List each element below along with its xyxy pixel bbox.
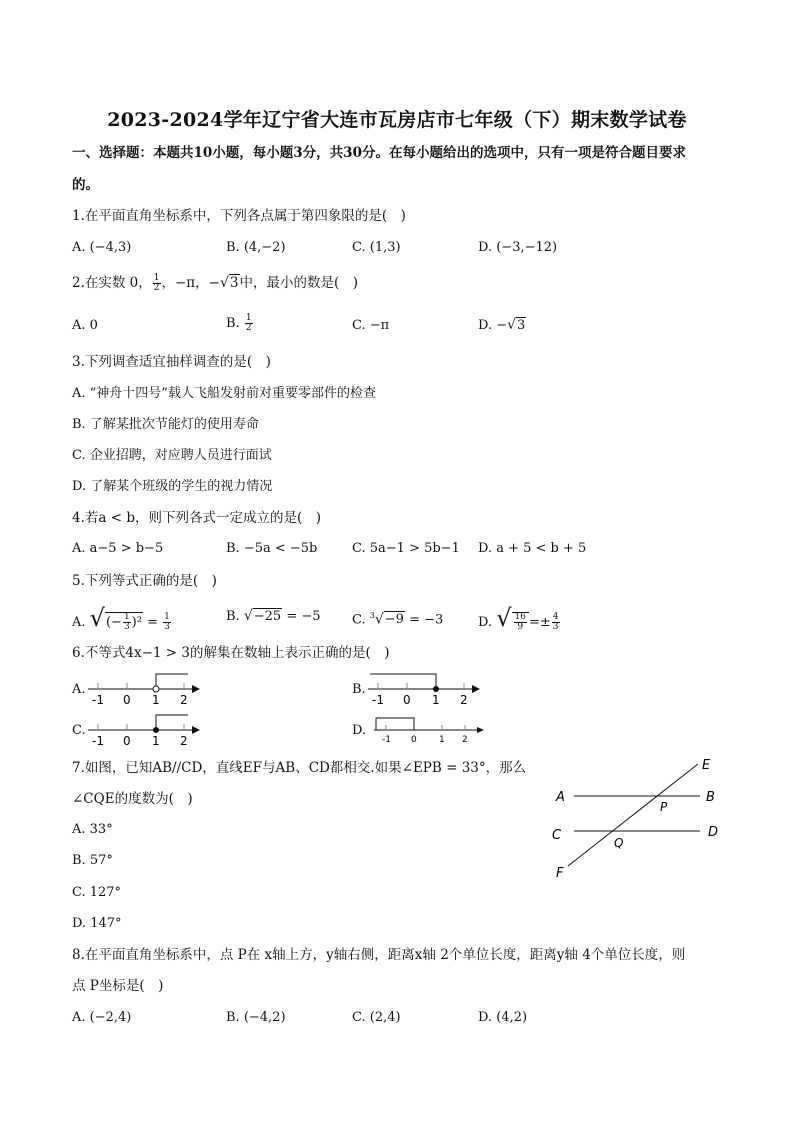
tick-label: -1	[372, 693, 384, 706]
q2-option-b-fraction	[245, 314, 253, 333]
q7-option-b: B. 57°	[72, 853, 113, 868]
q2-option-d	[478, 316, 526, 335]
tick-label: 1	[432, 693, 440, 706]
tick-label: 0	[411, 735, 417, 744]
q7-option-c: C. 127°	[72, 885, 122, 900]
q5-d-rhs	[552, 613, 560, 632]
q2-b-den: 2	[245, 323, 252, 333]
q3-option-d: D. 了解某个班级的学生的视力情况	[72, 479, 273, 494]
sqrt-symbol: √	[507, 317, 517, 333]
q3-stem: 3.下列调查适宜抽样调查的是( )	[72, 354, 271, 370]
tick-label: 2	[180, 693, 188, 706]
q4-option-d: D. a + 5 < b + 5	[478, 541, 587, 556]
q6-stem: 6.不等式4x−1 > 3的解集在数轴上表示正确的是( )	[72, 645, 390, 661]
label-a: A	[556, 790, 565, 805]
q2-option-d-arg: 3	[517, 318, 526, 333]
q5-c-root-index: 3	[369, 611, 375, 620]
tick-label: 2	[180, 734, 188, 747]
sqrt-symbol: √	[243, 608, 253, 624]
tick-label: 0	[123, 693, 131, 706]
q6-number-line-b	[366, 664, 486, 706]
q7-stem-line2: ∠CQE的度数为( )	[72, 791, 193, 807]
q2-option-a: A. 0	[72, 318, 98, 333]
q7-option-a: A. 33°	[72, 822, 113, 837]
q4-option-c: C. 5a−1 > 5b−1	[352, 541, 460, 556]
q5-d-frac	[514, 613, 527, 632]
label-b: B	[706, 790, 715, 805]
sqrt-symbol: √	[496, 604, 512, 632]
q5-option-d: D. √ $\frac{16}{9}$ =± $\frac{4}{3}$	[478, 604, 559, 632]
q5-d-label: D.	[478, 615, 493, 630]
q2-option-b-label: B.	[226, 316, 240, 331]
label-p: P	[660, 800, 668, 814]
q5-a-radicand: (− $\frac{1}{3}$ )²	[105, 612, 142, 632]
q5-b-arg: −25	[253, 609, 282, 624]
label-f: F	[556, 866, 564, 881]
tick-label: 2	[462, 735, 468, 744]
q1-option-a: A. (−4,3)	[72, 240, 132, 255]
q8-option-a: A. (−2,4)	[72, 1010, 132, 1025]
q5-d-num: 16	[514, 612, 526, 622]
q2-stem-mid: ，−π，−	[161, 275, 220, 291]
line-ef	[568, 764, 698, 866]
tick-label: -1	[92, 734, 104, 747]
q2-option-b	[226, 314, 254, 333]
q2-sqrt-arg: 3	[229, 275, 239, 291]
q6-option-a-label: A.	[72, 682, 86, 697]
section-heading-line2: 的。	[72, 177, 99, 193]
q5-c-rhs: = −3	[409, 612, 444, 628]
q2-b-num: 1	[245, 313, 252, 323]
q2-option-c: C. −π	[352, 318, 390, 333]
tick-label: -1	[92, 693, 104, 706]
q5-b-label: B.	[226, 609, 240, 624]
q5-a-frac	[123, 613, 131, 632]
q5-a-rhs	[163, 613, 171, 632]
q6-option-b-label: B.	[352, 682, 366, 697]
page-title: 2023-2024学年辽宁省大连市瓦房店市七年级（下）期末数学试卷	[107, 109, 687, 131]
tick-label: -1	[382, 735, 391, 744]
tick-label: 0	[403, 693, 411, 706]
q3-option-b: B. 了解某批次节能灯的使用寿命	[72, 417, 259, 432]
q7-stem-line1: 7.如图，已知AB//CD，直线EF与AB、CD都相交.如果∠EPB = 33°，那么	[72, 760, 527, 776]
q8-stem-line2: 点 P坐标是( )	[72, 978, 164, 994]
q5-b-rhs: = −5	[286, 609, 321, 624]
q2-stem-suffix: 中，最小的数是( )	[239, 275, 359, 291]
label-d: D	[708, 825, 719, 840]
q5-a-den: 3	[123, 622, 130, 632]
tick-label: 2	[460, 693, 468, 706]
q4-stem: 4.若a < b，则下列各式一定成立的是( )	[72, 510, 321, 526]
q5-option-a: A. √(− $\frac{1}{3}$ )² = $\frac{1}{3}$	[72, 604, 170, 632]
label-q: Q	[614, 836, 624, 850]
q8-option-b: B. (−4,2)	[226, 1010, 286, 1025]
q8-option-c: C. (2,4)	[352, 1010, 401, 1025]
q6-number-line-c	[86, 705, 206, 747]
q8-stem-line1: 8.在平面直角坐标系中，点 P在 x轴上方，y轴右侧，距离x轴 2个单位长度，距离y轴 4个单位长度，则	[72, 947, 686, 963]
q3-option-c: C. 企业招聘，对应聘人员进行面试	[72, 448, 272, 463]
cube-root-symbol: √	[374, 611, 384, 628]
q6-number-line-d	[368, 712, 488, 744]
q1-stem: 1.在平面直角坐标系中，下列各点属于第四象限的是( )	[72, 208, 406, 224]
q5-c-label: C.	[352, 612, 366, 628]
q4-option-b: B. −5a < −5b	[226, 541, 318, 556]
q1-option-d: D. (−3,−12)	[478, 240, 558, 255]
q5-option-c	[352, 607, 443, 629]
q5-d-radicand	[512, 612, 529, 630]
q5-a-rhs-num: 1	[164, 612, 170, 622]
sqrt-symbol: √	[89, 604, 105, 632]
q6-option-d-label: D.	[352, 723, 367, 738]
q1-option-b: B. (4,−2)	[226, 240, 286, 255]
sqrt-symbol: √	[220, 275, 229, 291]
q7-option-d: D. 147°	[72, 916, 122, 931]
label-c: C	[552, 828, 562, 843]
q7-parallel-lines-figure	[540, 752, 730, 884]
q8-option-d: D. (4,2)	[478, 1010, 528, 1025]
q2-stem-prefix: 2.在实数 0，	[72, 275, 152, 291]
q3-option-a: A. “神舟十四号”载人飞船发射前对重要零部件的检查	[72, 386, 376, 401]
tick-label: 1	[152, 693, 160, 706]
q5-a-rhs-den: 3	[164, 622, 170, 632]
q1-option-c: C. (1,3)	[352, 240, 401, 255]
q5-stem: 5.下列等式正确的是( )	[72, 573, 217, 589]
q6-number-line-a	[86, 664, 206, 706]
label-e: E	[702, 758, 711, 773]
q2-frac-num: 1	[153, 273, 160, 283]
tick-label: 1	[152, 734, 160, 747]
q5-option-b	[226, 607, 321, 626]
q5-a-label: A.	[72, 615, 86, 630]
tick-label: 0	[123, 734, 131, 747]
q6-option-c-label: C.	[72, 723, 86, 738]
q5-d-den: 9	[517, 622, 524, 632]
q5-d-rhs-num: 4	[552, 612, 559, 622]
q2-frac-den: 2	[153, 283, 160, 293]
tick-label: 1	[439, 735, 445, 744]
q2-option-d-label: D. −	[478, 318, 508, 333]
q5-a-num: 1	[123, 612, 130, 622]
q4-option-a: A. a−5 > b−5	[72, 541, 164, 556]
q2-stem	[72, 274, 358, 293]
q2-fraction	[153, 274, 161, 293]
q5-c-arg: −9	[384, 612, 404, 628]
section-heading-line1: 一、选择题：本题共10小题，每小题3分，共30分。在每小题给出的选项中，只有一项是符合题目要求	[72, 145, 686, 161]
q5-d-rhs-den: 3	[552, 622, 559, 632]
